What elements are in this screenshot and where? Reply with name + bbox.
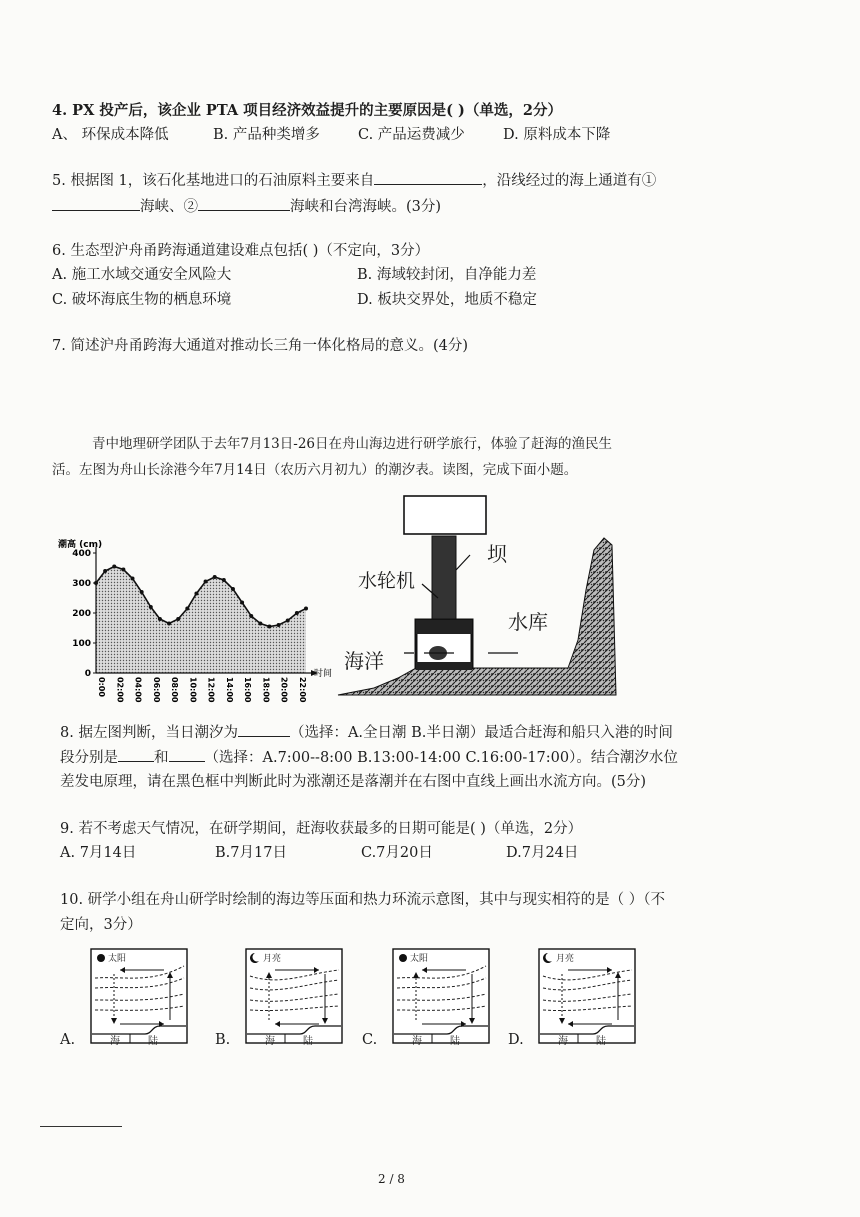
tide-point: [231, 587, 235, 591]
q8-text-e: （选择：A.7:00--8:00 B.13:00-14:00 C.16:00-17:00）。结合潮汐水位: [204, 750, 678, 766]
tide-point: [194, 592, 198, 596]
q4-option-b: B. 产品种类增多: [213, 127, 320, 143]
ocean-label: 海洋: [344, 649, 384, 673]
tide-point: [103, 569, 107, 573]
tide-point: [286, 619, 290, 623]
tide-point: [222, 578, 226, 582]
q5-text-d: 海峡和台湾海峡。(3分): [290, 199, 442, 215]
tide-point: [277, 623, 281, 627]
turbine-top: [416, 620, 472, 634]
q10-panel-sea-label: 海: [412, 1036, 422, 1047]
q9-option-c: C.7月20日: [361, 845, 433, 861]
q10-panel-letter: B.: [215, 1032, 231, 1048]
tide-point: [304, 607, 308, 611]
q8-text-c: 段分别是: [60, 750, 118, 766]
q5-line1: [52, 170, 656, 191]
q6-option-c: C. 破坏海底生物的栖息环境: [52, 292, 232, 308]
q4-stem: 4. PX 投产后，该企业 PTA 项目经济效益提升的主要原因是( )（单选，2分）: [52, 102, 562, 119]
q8-blank-tide-type[interactable]: [238, 722, 290, 737]
q6-option-a: A. 施工水域交通安全风险大: [52, 267, 232, 283]
q10-panel-sea-label: 海: [110, 1036, 120, 1047]
q4-option-a: A、 环保成本降低: [52, 127, 169, 143]
q10-panel-land-label: 陆: [148, 1036, 158, 1047]
x-tick-label: 14:00: [224, 677, 234, 703]
q9-option-d: D.7月24日: [506, 845, 579, 861]
q10-panel: [90, 948, 188, 1047]
tide-point: [240, 601, 244, 605]
x-tick-label: 12:00: [206, 677, 216, 703]
page-number: 2 / 8: [378, 1172, 405, 1186]
q6-option-d: D. 板块交界处，地质不稳定: [357, 292, 537, 308]
tide-point: [176, 617, 180, 621]
tide-point: [249, 614, 253, 618]
q10-panel-sea-label: 海: [558, 1036, 568, 1047]
tide-point: [213, 575, 217, 579]
tide-point: [131, 577, 135, 581]
q8-blank-time2[interactable]: [169, 747, 205, 762]
q8-text-b: （选择：A.全日潮 B.半日潮）最适合赶海和船只入港的时间: [289, 725, 673, 741]
turbine-label: 水轮机: [358, 570, 416, 592]
q6-option-b: B. 海域较封闭，自净能力差: [357, 267, 537, 283]
tide-point: [140, 590, 144, 594]
q9-option-a: A. 7月14日: [60, 845, 137, 861]
x-tick-label: 18:00: [261, 677, 271, 703]
q10-panel-letter: C.: [362, 1032, 378, 1048]
q9-option-b: B.7月17日: [215, 845, 287, 861]
x-tick-label: 22:00: [297, 677, 307, 703]
dam-label: 坝: [487, 542, 507, 566]
x-axis-title: 时间: [314, 669, 333, 679]
intro-line1: 青中地理研学团队于去年7月13日-26日在舟山海边进行研学旅行，体验了赶海的渔民生: [92, 436, 613, 452]
tide-point: [185, 607, 189, 611]
divider-line: [40, 1126, 122, 1127]
q10-panel-letter: A.: [60, 1032, 76, 1048]
q8-line3: 差发电原理，请在黑色框中判断此时为涨潮还是落潮并在右图中直线上画出水流方向。(5分): [60, 774, 647, 790]
y-tick-label: 400: [72, 549, 91, 559]
tide-point: [267, 625, 271, 629]
tide-point: [204, 580, 208, 584]
q9-stem: 9. 若不考虑天气情况，在研学期间，赶海收获最多的日期可能是( )（单选，2分）: [60, 821, 583, 837]
sun-icon: [97, 954, 105, 962]
q5-blank-origin[interactable]: [374, 170, 482, 185]
tide-point: [167, 622, 171, 626]
q10-panel: [538, 948, 636, 1047]
q8-text-a: 8. 据左图判断，当日潮汐为: [60, 725, 238, 741]
q8-line1: [60, 722, 673, 743]
x-tick-label: 16:00: [243, 677, 253, 703]
q5-text-b: ，沿线经过的海上通道有①: [482, 173, 657, 189]
tide-point: [121, 568, 125, 572]
tide-point: [158, 617, 162, 621]
y-tick-label: 300: [72, 579, 91, 589]
tide-point: [258, 622, 262, 626]
x-tick-label: 06:00: [151, 677, 161, 703]
q5-blank-strait2[interactable]: [198, 196, 290, 211]
q4-option-d: D. 原料成本下降: [503, 127, 611, 143]
q10-panel-sea-label: 海: [265, 1036, 275, 1047]
x-tick-label: 20:00: [279, 677, 289, 703]
q4-option-c: C. 产品运费减少: [358, 127, 465, 143]
q6-stem: 6. 生态型沪舟甬跨海通道建设难点包括( )（不定向，3分）: [52, 243, 430, 259]
intro-line2: 活。左图为舟山长涂港今年7月14日（农历六月初九）的潮汐表。读图，完成下面小题。: [52, 462, 578, 478]
x-tick-label: 04:00: [133, 677, 143, 703]
q7-stem: 7. 简述沪舟甬跨海大通道对推动长三角一体化格局的意义。(4分): [52, 338, 468, 354]
q10-panel-land-label: 陆: [450, 1036, 460, 1047]
q10-line1: 10. 研学小组在舟山研学时绘制的海边等压面和热力环流示意图，其中与现实相符的是（ ）（不: [60, 892, 666, 908]
q8-blank-time1[interactable]: [118, 747, 154, 762]
q10-panel: [392, 948, 490, 1047]
tide-chart: [56, 533, 333, 708]
q5-text-a: 5. 根据图 1，该石化基地进口的石油原料主要来自: [52, 173, 375, 189]
q8-text-d: 和: [154, 750, 169, 766]
q5-blank-strait1[interactable]: [52, 196, 140, 211]
q10-panel-letter: D.: [508, 1032, 524, 1048]
x-tick-label: 02:00: [115, 677, 125, 703]
q10-panel-body-label: 太阳: [410, 954, 429, 964]
q10-panel-body-label: 月亮: [556, 954, 575, 964]
dam-wall: [432, 536, 456, 624]
q8-line2: [60, 747, 678, 768]
q10-panel-land-label: 陆: [596, 1036, 606, 1047]
x-tick-label: 0:00: [97, 677, 106, 697]
q10-line2: 定向，3分）: [60, 917, 142, 933]
tide-area: [96, 567, 306, 674]
q5-line2: [52, 196, 441, 217]
q10-panel: [245, 948, 343, 1047]
y-tick-label: 100: [72, 639, 91, 649]
q10-panel-land-label: 陆: [303, 1036, 313, 1047]
x-tick-label: 10:00: [188, 677, 198, 703]
x-tick-label: 08:00: [170, 677, 180, 703]
reservoir-label: 水库: [508, 610, 548, 634]
answer-box[interactable]: [404, 496, 486, 534]
tide-point: [112, 565, 116, 569]
y-axis-title: 潮高 (cm): [58, 540, 103, 550]
y-tick-label: 200: [72, 609, 91, 619]
q10-panel-body-label: 太阳: [108, 954, 127, 964]
tide-point: [295, 611, 299, 615]
q5-text-c: 海峡、②: [140, 199, 198, 215]
sun-icon: [399, 954, 407, 962]
y-tick-label: 0: [84, 669, 91, 679]
tide-point: [149, 605, 153, 609]
q10-panel-body-label: 月亮: [263, 954, 282, 964]
